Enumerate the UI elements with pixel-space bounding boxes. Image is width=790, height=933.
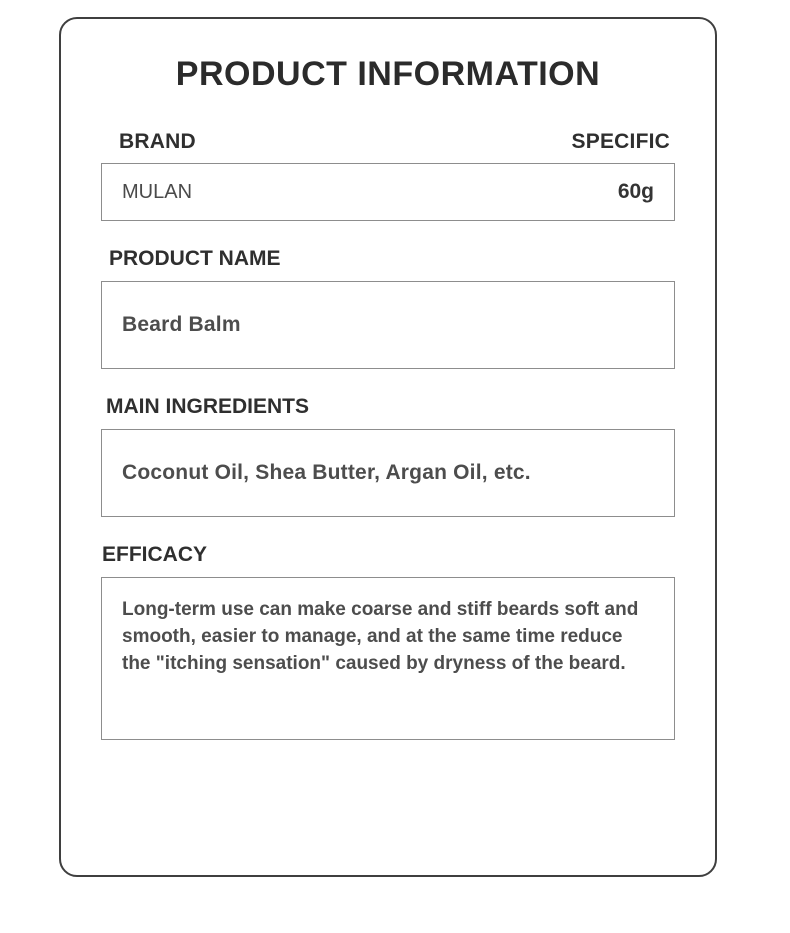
main-ingredients-field[interactable] xyxy=(101,429,675,517)
brand-label: BRAND xyxy=(119,130,196,153)
efficacy-label: EFFICACY xyxy=(102,543,207,566)
specific-label: SPECIFIC xyxy=(571,130,670,153)
page-title: PRODUCT INFORMATION xyxy=(175,55,601,93)
efficacy-value: Long-term use can make coarse and stiff beards soft and smooth, easier to manage, and at the same time reduce the "itching sensation" caused by dryness of the beard. xyxy=(122,599,639,674)
efficacy-section xyxy=(61,543,715,740)
main-ingredients-section xyxy=(61,395,715,517)
efficacy-field[interactable] xyxy=(101,577,675,740)
brand-specific-labels xyxy=(61,130,715,154)
brand-value: MULAN xyxy=(122,180,193,203)
main-ingredients-value: Coconut Oil, Shea Butter, Argan Oil, etc. xyxy=(122,461,531,484)
main-ingredients-label: MAIN INGREDIENTS xyxy=(106,395,310,418)
product-name-section xyxy=(61,247,715,369)
product-name-value: Beard Balm xyxy=(122,313,241,336)
product-information-card xyxy=(59,17,717,877)
product-name-field[interactable] xyxy=(101,281,675,369)
specific-value: 60g xyxy=(617,180,654,203)
product-name-label: PRODUCT NAME xyxy=(109,247,281,270)
brand-specific-field[interactable] xyxy=(101,163,675,221)
